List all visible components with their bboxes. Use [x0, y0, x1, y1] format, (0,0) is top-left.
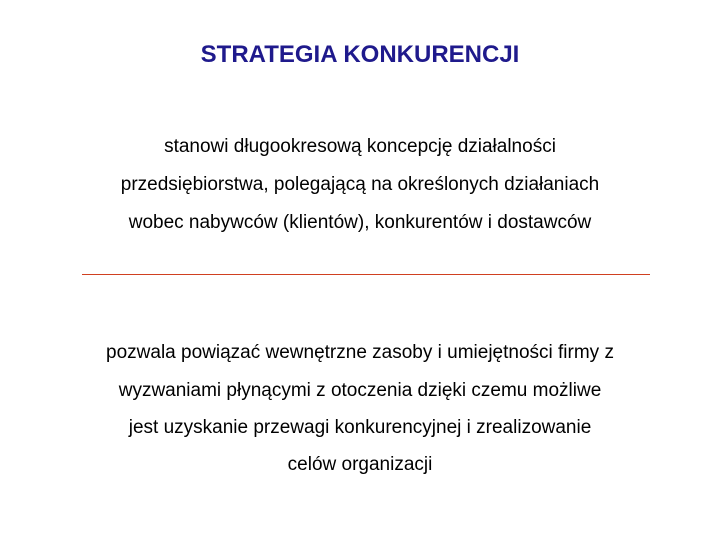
- definition-line-2: przedsiębiorstwa, polegającą na określonych działaniach: [120, 174, 600, 195]
- slide-title: STRATEGIA KONKURENCJI: [200, 41, 520, 68]
- section-divider: [82, 274, 650, 275]
- purpose-line-3: jest uzyskanie przewagi konkurencyjnej i zrealizowanie: [128, 417, 592, 438]
- definition-line-3: wobec nabywców (klientów), konkurentów i dostawców: [128, 212, 592, 233]
- definition-line-1: stanowi długookresową koncepcję działalności: [164, 136, 556, 157]
- purpose-line-2: wyzwaniami płynącymi z otoczenia dzięki czemu możliwe: [118, 380, 602, 401]
- purpose-line-1: pozwala powiązać wewnętrzne zasoby i umiejętności firmy z: [106, 342, 614, 363]
- purpose-line-4: celów organizacji: [287, 454, 433, 475]
